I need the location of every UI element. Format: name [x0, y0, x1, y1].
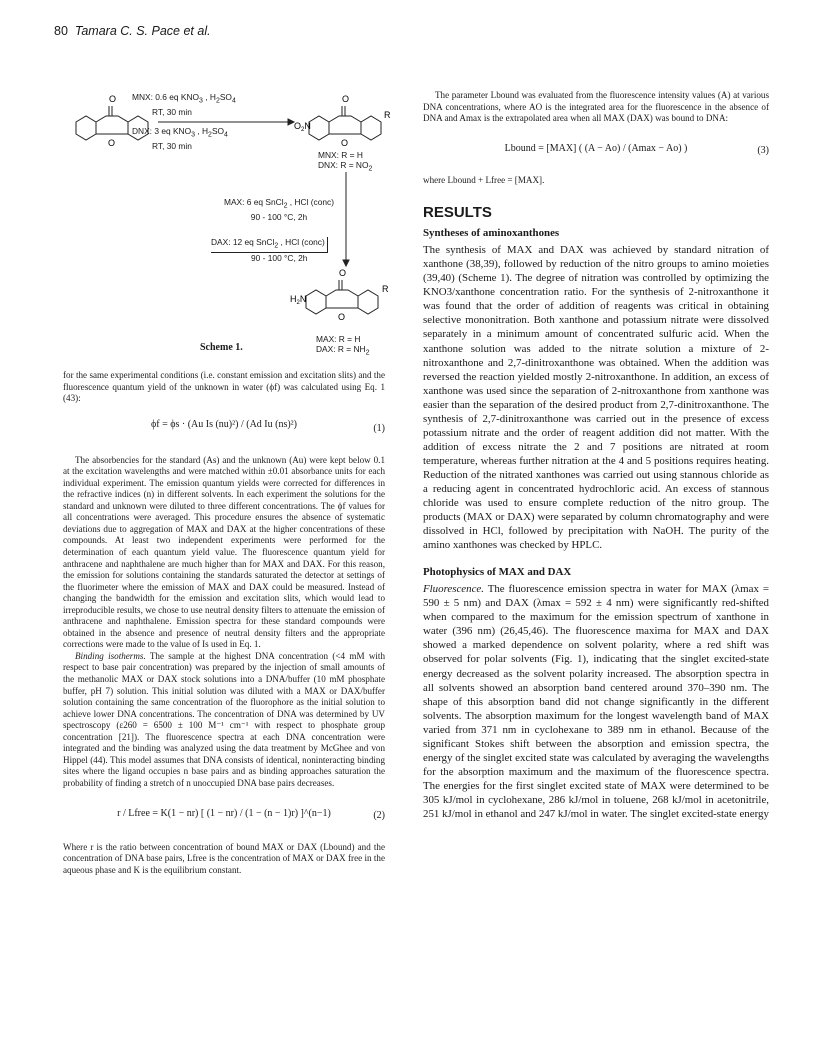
max-conditions: MAX: 6 eq SnCl$_2$ , HCl (conc) 90 - 100 °C, 2h: [223, 197, 335, 222]
r-label-2: R: [382, 284, 389, 294]
paragraph: for the same experimental conditions (i.e. constant emission and excitation slits) and the fluorescence quantum yield of the unknown in water (ϕf) was calculated using Eq. 1 (43):: [63, 370, 385, 404]
paragraph: The parameter Lbound was evaluated from the fluorescence intensity values (A) at various DNA concentrations, where AO is the integrated area for the fluorescence in the absence of DNA and Amax is the extrapolated area when all MAX (DAX) was bound to DNA:: [423, 90, 769, 124]
equation-3: [423, 135, 769, 169]
equation-2-body: r / Lfree = K(1 − nr) [ (1 − nr) / (1 − (n − 1)r) ]^(n−1): [117, 807, 331, 819]
equation-1-number: (1): [373, 422, 385, 434]
h2n-label: $H_2N$: [290, 294, 307, 306]
run-in-heading: Binding isotherms.: [75, 650, 146, 661]
paragraph: The absorbencies for the standard (As) and the unknown (Au) were kept below 0.1 at the excitation wavelengths and were matched within ±0.01 absorbance units for each individual experiment. The emission quantum yields were corrected for differences in the refractive indices (n) in different solvents. In each experiment the solutions for the standard and unknown were diluted to three different concentrations. The ϕf values for all concentrations were averaged. This procedure ensures the absence of systematic deviations due to aggregation of MAX and DAX at the higher concentrations of these compounds. At least two independent experiments were performed for the determination of each quantum yield value. The fluorescence quantum yield for anthracene and naphthalene are much higher than for MAX and DAX. For this reason, the emission for solutions containing the standards saturated the detector at settings of the fluorimeter where the emission of MAX and DAX could be measured. Instead of changing the bandwidth for the emission and excitation slits, which would lead to irreproducible results, we chose to use neutral density filters to attenuate the emission of anthracene and naphthalene. Emission spectra for these standard compounds were obtained in the absence and presence of neutral density filters and the appropriate corrections were made to the value of Is used in Eq. 1.: [63, 454, 385, 650]
carbonyl-o-label-1: O: [109, 94, 117, 104]
ring-o-label-3: O: [338, 312, 346, 322]
right-column: [423, 90, 769, 821]
scheme-1-figure: [40, 80, 420, 370]
running-header: [54, 24, 211, 38]
mnx-conditions: MNX: 0.6 eq $KNO_3$ , $H_2SO_4$ RT, 30 min: [132, 92, 236, 117]
aminoxanthone-structure: [306, 280, 378, 314]
equation-2: [63, 800, 385, 834]
paragraph: where Lbound + Lfree = [MAX].: [423, 174, 545, 185]
section-heading-results: RESULTS: [423, 204, 492, 222]
paragraph: The synthesis of MAX and DAX was achieved by standard nitration of xanthone (38,39), followed by reduction of the nitro groups to amino moieties (39,40) (Scheme 1). The degree of nitration was controlled by optimizing the KNO3/xanthone concentration ratio. For the synthesis of 2-nitroxanthone it was found that the order of addition of reagents was critical in obtaining selective mononitration. Both xanthone and potassium nitrate were dissolved separately in a minimum amount of concentrated sulfuric acid. When the xanthone solution was added to the nitrate solution a mixture of 2-nitroxanthone and 2,7-dinitroxanthone was obtained. When the addition was reversed the reaction yielded mostly 2-nitroxanthone. In addition, an excess of xanthone was used since the separation of 2-nitroxanthone from xanthone was easier than the separation of the desired product from 2,7-dinitroxanthone. The synthesis of 2,7-dinitroxanthone was carried out in the presence of excess potassium nitrate and the order of reagent addition did not matter. With the addition of excess nitrate the 2 and 7 positions are nitrated at room temperature, whereas further nitration at the 4 and 5 positions requires heating. Reduction of the nitrated xanthones was carried out using stannous chloride as a reducing agent in concentrated hydrochloric acid. An excess of stannous chloride was used to ensure complete reduction of the nitro group. The products (MAX or DAX) were separated by column chromatography and were dissolved in HCl, followed by precipitation with NaOH. The purity of the amino xanthones was checked by HPLC.: [423, 244, 769, 552]
nitro-r-labels: MNX: R = H DNX: $R = NO_2$: [318, 150, 373, 173]
nitroxanthone-structure: [309, 106, 381, 140]
equation-2-number: (2): [373, 809, 385, 821]
subsection-heading-syntheses: Syntheses of aminoxanthones: [423, 227, 560, 240]
ring-o-label-1: O: [108, 138, 116, 148]
subsection-heading-photophysics: Photophysics of MAX and DAX: [423, 566, 572, 579]
dnx-conditions: DNX: 3 eq $KNO_3$ , $H_2SO_4$ RT, 30 min: [132, 126, 228, 151]
run-in-heading: Fluorescence.: [423, 583, 484, 596]
paragraph: Binding isotherms. The sample at the highest DNA concentration (<4 mM with respect to base pair concentration) was prepared by the injection of small amounts of the methanolic MAX or DAX stock solutions into a DNA/buffer (10 mM phosphate buffer, pH 7) solution. This initial solution was diluted with a MAX or DAX/buffer solution containing the same concentration of the fluorophore as the initial solution to achieve lower DNA concentrations. The concentration of DNA was determined by UV spectroscopy (ε260 = 6500 ± 100 M⁻¹ cm⁻¹ with respect to phosphate group concentration [21]). The fluorescence spectra at each DNA concentration were integrated and the binding was analyzed using the data treatment by McGhee and von Hippel (44). This model assumes that DNA consists of identical, noninteracting binding sites where the ligand occupies n base pairs and as binding approaches saturation the probability of finding a stretch of n unoccupied DNA base pairs decreases.: [63, 650, 386, 788]
o2n-label-1: $O_2N$: [294, 121, 311, 133]
paragraph: Where r is the ratio between concentration of bound MAX or DAX (Lbound) and the concentration of DNA base pairs, Lfree is the concentration of MAX or DAX free in the aqueous phase and K is the equilibrium constant.: [63, 841, 385, 875]
paragraph: Fluorescence. The fluorescence emission spectra in water for MAX (λmax = 590 ± 5 nm) and DAX (λmax = 592 ± 4 nm) were significantly red-shifted when compared to the maximum for the emission spectrum of xanthone in water (396 nm) (26,45,46). The fluorescence maxima for MAX and DAX showed a marked dependence on solvent polarity, where a red shift was observed for polar solvents (Fig. 1), indicating that the singlet excited-state energy decreased as the solvent polarity increased. The absorption spectra in all solvents showed an absorption band centered around 370–390 nm. The shape of this absorption band did not change significantly in the different solvents. The absorption maximum for the longest wavelength band of MAX varied from 371 nm in cyclohexane to 389 nm in ethanol. Because of the significant Stokes shift between the absorption and emission spectra, the energy of the singlet excited state was calculated by averaging the wavelengths for the absorption maximum and the maximum of the fluorescence spectra. The energies for the first singlet excited state of MAX were determined to be 305 kJ/mol in cyclohexane, 286 kJ/mol in toluene, 268 kJ/mol in acetonitrile, 251 kJ/mol in ethanol and 247 kJ/mol in water. The singlet excited-state energy: [423, 583, 769, 820]
equation-1: [63, 413, 385, 447]
page-number: 80: [54, 24, 68, 38]
author-line: Tamara C. S. Pace et al.: [74, 24, 211, 38]
equation-1-body: ϕf = ϕs · (Au Is (nu)²) / (Ad Iu (ns)²): [150, 418, 298, 430]
amino-r-labels: MAX: R = H DAX: $R = NH_2$: [316, 334, 370, 357]
r-label-1: R: [384, 110, 391, 120]
equation-3-body: Lbound = [MAX] ( (A − Ao) / (Amax − Ao) ): [504, 142, 688, 154]
scheme-caption: Scheme 1.: [200, 342, 243, 353]
carbonyl-o-label-2: O: [342, 94, 350, 104]
ring-o-label-2: O: [341, 138, 349, 148]
dax-conditions: DAX: 12 eq SnCl$_2$ , HCl (conc) 90 - 100 °C, 2h: [211, 237, 345, 263]
left-column: [63, 370, 385, 876]
equation-3-number: (3): [757, 144, 769, 156]
carbonyl-o-label-3: O: [339, 268, 347, 278]
